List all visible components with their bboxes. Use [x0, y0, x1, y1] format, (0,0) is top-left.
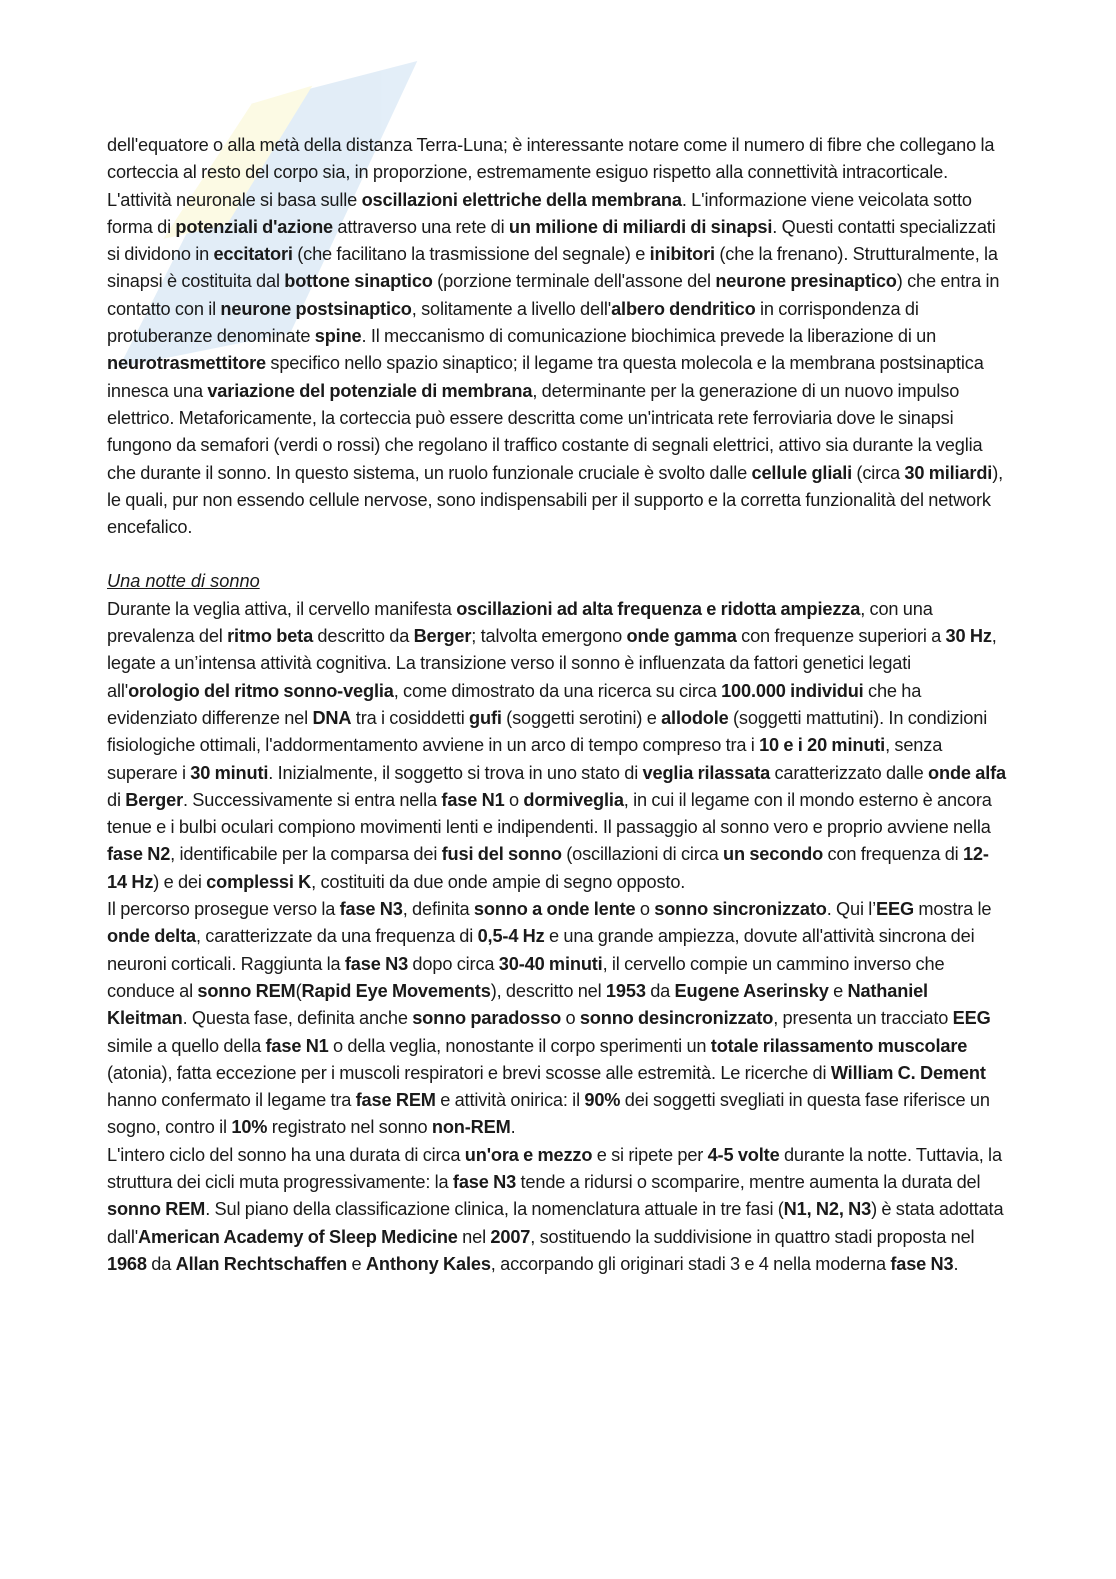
text-run: , in cui il legame con il mondo esterno è ancora tenue e i bulbi oculari compiono movimenti lenti e indipendenti. Il passaggio al sonno vero e proprio avviene nella [107, 789, 992, 838]
text-run: dei soggetti svegliati in questa fase riferisce un sogno, contro il [107, 1090, 990, 1138]
bold-term: Nathaniel Kleitman [107, 980, 928, 1029]
bold-term: un'ora e mezzo [464, 1144, 593, 1165]
text-run: , presenta un tracciato [773, 1008, 953, 1029]
bold-term: sonno sincronizzato [654, 899, 827, 920]
text-run: durante la notte. Tuttavia, la struttura dei cicli muta progressivamente: la [107, 1144, 1002, 1192]
text-run: . Il meccanismo di comunicazione biochimica prevede la liberazione di un [361, 326, 937, 347]
text-run: , caratterizzate da una frequenza di [195, 926, 478, 947]
bold-term: 0,5-4 Hz [477, 926, 545, 947]
text-run: caratterizzato dalle [770, 762, 929, 783]
bold-term: oscillazioni elettriche della membrana [361, 189, 682, 210]
text-run: (atonia), fatta eccezione per i muscoli respiratori e brevi scosse alle estremità. Le ricerche di [107, 1062, 831, 1083]
bold-term: William C. Dement [830, 1062, 986, 1083]
bold-term: fase N1 [265, 1035, 329, 1056]
paragraph-n3-rem [107, 896, 1007, 1142]
text-run: registrato nel sonno [267, 1117, 432, 1138]
text-run: o [504, 789, 524, 810]
text-run: e una grande ampiezza, dovute all'attività sincrona dei neuroni corticali. Raggiunta la [107, 926, 975, 974]
text-run: , legate a un’intensa attività cognitiva. La transizione verso il sonno è influenzata da fattori genetici legati all' [107, 626, 997, 701]
text-run: con frequenza di [823, 844, 963, 865]
bold-term: N1, N2, N3 [783, 1199, 872, 1220]
bold-term: fusi del sonno [441, 844, 562, 865]
text-run: . Questi contatti specializzati si dividono in [107, 216, 996, 265]
bold-term: neurone postsinaptico [220, 298, 412, 319]
bold-term: Eugene Aserinsky [674, 980, 829, 1001]
document-page [107, 132, 1007, 1278]
text-run: , senza superare i [107, 735, 943, 783]
text-run: (che la frenano). Strutturalmente, la sinapsi è costituita dal [107, 244, 998, 292]
text-run: dell'equatore o alla metà della distanza Terra-Luna; è interessante notare come il numero di fibre che collegano la corteccia al resto del corpo sia, in proporzione, estremamente esiguo rispetto alla connettività intracorticale. L'attività neuronale si basa sulle [107, 135, 995, 210]
text-run: ( [295, 980, 302, 1001]
bold-term: fase N3 [890, 1253, 954, 1274]
text-run: (soggetti serotini) e [501, 707, 662, 728]
bold-term: 90% [584, 1090, 621, 1111]
bold-term: un secondo [723, 844, 824, 865]
bold-term: orologio del ritmo sonno-veglia [128, 680, 394, 701]
text-run: , definita [402, 899, 474, 920]
text-run: ) e dei [153, 871, 207, 892]
text-run: o [561, 1008, 580, 1029]
bold-term: 30 minuti [190, 762, 269, 783]
text-run: . Sul piano della classificazione clinica, la nomenclatura attuale in tre fasi ( [205, 1199, 784, 1220]
text-run: hanno confermato il legame tra [107, 1090, 356, 1111]
bold-term: Allan Rechtschaffen [175, 1253, 348, 1274]
paragraph-wakefulness [107, 596, 1007, 896]
text-run: da [645, 980, 675, 1001]
text-run: dopo circa [408, 953, 499, 974]
text-run: specifico nello spazio sinaptico; il legame tra questa molecola e la membrana postsinaptica innesca una [107, 353, 984, 401]
text-run: tende a ridursi o scomparire, mentre aumenta la durata del [516, 1171, 981, 1192]
bold-term: fase N3 [344, 953, 409, 974]
bold-term: 1953 [605, 980, 646, 1001]
text-run: . Inizialmente, il soggetto si trova in uno stato di [268, 762, 643, 783]
text-run: L'intero ciclo del sonno ha una durata di circa [107, 1144, 465, 1165]
text-run: che ha evidenziato differenze nel [107, 680, 922, 728]
text-run: ) che entra in contatto con il [107, 271, 1000, 319]
bold-term: sonno paradosso [412, 1008, 562, 1029]
bold-term: neurotrasmettitore [107, 353, 266, 374]
text-run: ; talvolta emergono [471, 626, 627, 647]
bold-term: bottone sinaptico [284, 271, 433, 292]
bold-term: fase N3 [339, 899, 403, 920]
paragraph-sleep-cycle [107, 1142, 1007, 1278]
text-run: e attività onirica: il [435, 1090, 585, 1111]
bold-term: 10% [231, 1117, 268, 1138]
bold-term: American Academy of Sleep Medicine [138, 1226, 458, 1247]
text-run: o [635, 899, 655, 920]
text-run: (soggetti mattutini). In condizioni fisiologiche ottimali, l'addormentamento avviene in un arco di tempo compreso tra i [107, 707, 988, 756]
text-run: simile a quello della [107, 1035, 266, 1056]
bold-term: sonno REM [197, 980, 296, 1001]
text-run: . Questa fase, definita anche [182, 1008, 413, 1029]
bold-term: DNA [312, 707, 352, 728]
bold-term: Rapid Eye Movements [301, 980, 491, 1001]
bold-term: neurone presinaptico [715, 271, 897, 292]
bold-term: oscillazioni ad alta frequenza e ridotta ampiezza [456, 598, 861, 619]
bold-term: variazione del potenziale di membrana [207, 380, 533, 401]
text-run: descritto da [313, 626, 414, 647]
bold-term: onde gamma [626, 626, 737, 647]
bold-term: inibitori [649, 244, 715, 265]
text-run: , solitamente a livello dell' [411, 298, 612, 319]
bold-term: onde alfa [928, 762, 1007, 783]
bold-term: 10 e i 20 minuti [759, 735, 886, 756]
bold-term: Berger [125, 789, 183, 810]
text-run: (che facilitano la trasmissione del segnale) e [292, 244, 650, 265]
bold-term: spine [314, 326, 362, 347]
bold-term: 2007 [490, 1226, 531, 1247]
text-run: in corrispondenza di protuberanze denominate [107, 298, 919, 347]
text-run: , identificabile per la comparsa dei [170, 844, 442, 865]
text-run: . Qui l’ [826, 899, 877, 920]
text-run: , il cervello compie un cammino inverso che conduce al [107, 953, 945, 1001]
bold-term: non-REM [431, 1117, 511, 1138]
text-run: da [146, 1253, 176, 1274]
bold-term: potenziali d'azione [175, 216, 334, 237]
text-run: , come dimostrato da una ricerca su circa [393, 680, 722, 701]
bold-term: fase N3 [452, 1171, 517, 1192]
bold-term: fase REM [355, 1090, 436, 1111]
text-run: e si ripete per [592, 1144, 708, 1165]
bold-term: sonno desincronizzato [579, 1008, 774, 1029]
bold-term: 30-40 minuti [498, 953, 603, 974]
text-run: , costituiti da due onde ampie di segno opposto. [311, 871, 686, 892]
bold-term: complessi K [206, 871, 312, 892]
bold-term: onde delta [107, 926, 196, 947]
text-run: , accorpando gli originari stadi 3 e 4 nella moderna [490, 1253, 891, 1274]
text-run: e [347, 1253, 366, 1274]
bold-term: dormiveglia [523, 789, 624, 810]
bold-term: eccitatori [213, 244, 293, 265]
text-run: tra i cosiddetti [351, 707, 470, 728]
text-run: di [107, 789, 126, 810]
bold-term: fase N1 [441, 789, 505, 810]
bold-term: albero dendritico [611, 298, 756, 319]
text-run: . L'informazione viene veicolata sotto forma di [107, 189, 972, 237]
bold-term: veglia rilassata [642, 762, 771, 783]
text-run: Il percorso prosegue verso la [107, 899, 340, 920]
text-run: Durante la veglia attiva, il cervello manifesta [107, 598, 457, 619]
text-run: e [828, 980, 848, 1001]
bold-term: gufi [469, 707, 502, 728]
text-run: o della veglia, nonostante il corpo sperimenti un [328, 1035, 711, 1056]
bold-term: ritmo beta [227, 626, 314, 647]
text-run: mostra le [914, 899, 992, 920]
text-run: . [953, 1253, 959, 1274]
bold-term: sonno a onde lente [473, 899, 636, 920]
text-run: , con una prevalenza del [107, 598, 933, 647]
text-run: , sostituendo la suddivisione in quattro stadi proposta nel [530, 1226, 975, 1247]
bold-term: sonno REM [107, 1199, 206, 1220]
text-run: (oscillazioni di circa [561, 844, 723, 865]
bold-term: EEG [876, 899, 915, 920]
section-heading: Una notte di sonno [107, 571, 260, 592]
bold-term: 30 Hz [945, 626, 992, 647]
bold-term: 30 miliardi [904, 462, 993, 483]
text-run: attraverso una rete di [333, 216, 509, 237]
bold-term: EEG [952, 1008, 991, 1029]
bold-term: totale rilassamento muscolare [710, 1035, 968, 1056]
text-run: nel [457, 1226, 491, 1247]
bold-term: 1968 [107, 1253, 147, 1274]
bold-term: 100.000 individui [721, 680, 864, 701]
bold-term: Anthony Kales [365, 1253, 491, 1274]
bold-term: cellule gliali [751, 462, 853, 483]
text-run: (circa [852, 462, 905, 483]
text-run: ) è stata adottata dall' [107, 1199, 1004, 1247]
text-run: ), le quali, pur non essendo cellule nervose, sono indispensabili per il supporto e la corretta funzionalità del network encefalico. [107, 462, 1004, 538]
text-run: (porzione terminale dell'assone del [432, 271, 716, 292]
paragraph-cortex [107, 132, 1007, 541]
text-run: con frequenze superiori a [736, 626, 946, 647]
text-run: . [510, 1117, 516, 1138]
bold-term: allodole [661, 707, 729, 728]
bold-term: 12-14 Hz [107, 844, 989, 892]
bold-term: 4-5 volte [707, 1144, 780, 1165]
text-run: , determinante per la generazione di un nuovo impulso elettrico. Metaforicamente, la corteccia può essere descritta come un'intricata rete ferroviaria dove le sinapsi fungono da semafori (verdi o rossi) che regolano il traffico costante di segnali elettrici, attivo sia durante la veglia che durante il sonno. In questo sistema, un ruolo funzionale cruciale è svolto dalle [107, 380, 983, 483]
bold-term: fase N2 [107, 844, 171, 865]
bold-term: un milione di miliardi di sinapsi [508, 216, 773, 237]
bold-term: Berger [413, 626, 472, 647]
text-run: . Successivamente si entra nella [183, 789, 442, 810]
text-run: ), descritto nel [490, 980, 606, 1001]
